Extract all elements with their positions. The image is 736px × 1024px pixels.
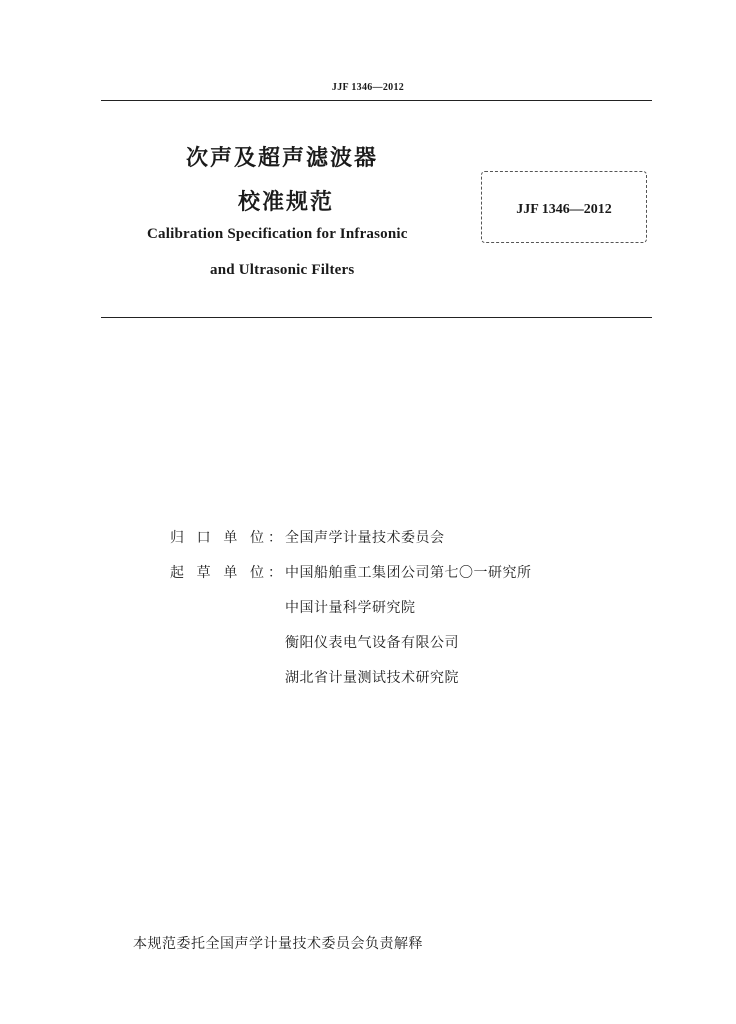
title-english-line1: Calibration Specification for Infrasonic xyxy=(147,226,408,242)
drafting-unit-item: 湖北省计量测试技术研究院 xyxy=(285,670,459,686)
title-english-line2: and Ultrasonic Filters xyxy=(210,262,355,278)
interpretation-note: 本规范委托全国声学计量技术委员会负责解释 xyxy=(133,936,423,952)
title-divider xyxy=(101,317,652,318)
label-char: 位 xyxy=(249,565,264,581)
drafting-unit-item: 中国计量科学研究院 xyxy=(285,600,416,616)
label-char: 口 xyxy=(196,530,211,546)
label-char: 位 xyxy=(249,530,264,546)
header-standard-code: JJF 1346—2012 xyxy=(331,82,405,93)
responsible-unit-label xyxy=(170,527,278,547)
standard-code-box-text: JJF 1346—2012 xyxy=(516,202,612,217)
label-char: 单 xyxy=(223,565,238,581)
drafting-unit-label xyxy=(170,562,278,582)
label-char: 草 xyxy=(196,565,211,581)
title-chinese-line2: 校准规范 xyxy=(238,190,335,215)
responsible-unit-value: 全国声学计量技术委员会 xyxy=(285,530,445,546)
drafting-unit-item: 中国船舶重工集团公司第七〇一研究所 xyxy=(285,565,532,581)
label-char: 单 xyxy=(223,530,238,546)
title-chinese-line1: 次声及超声滤波器 xyxy=(186,146,379,171)
label-char: 起 xyxy=(170,565,184,581)
label-colon: ： xyxy=(268,565,282,581)
header-divider xyxy=(101,100,652,101)
label-colon: ： xyxy=(268,530,282,546)
drafting-unit-item: 衡阳仪表电气设备有限公司 xyxy=(285,635,459,651)
label-char: 归 xyxy=(170,530,184,546)
